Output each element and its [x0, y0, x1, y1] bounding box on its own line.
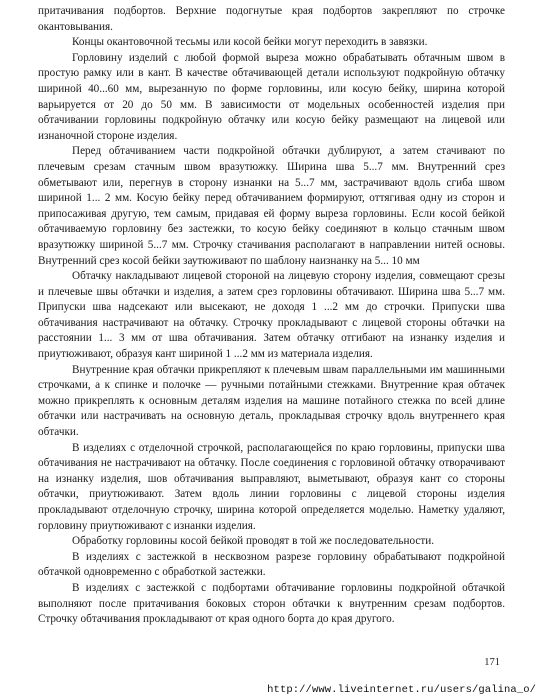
paragraph: Горловину изделий с любой формой выреза можно обрабатывать обтачным швом в простую рамку или в кант. В качестве обтачивающей детали используют подкройную обтачку шириной 40...60 мм, вырезанную по форме горловины, или косую бейку, ширина которой варьируется от 20 до 50 мм. В зависимости от модельных особенностей изделия при обтачивании горловины подкройную обтачку или косую бейку размещают на лицевой или изнаночной стороне изделия. [38, 51, 505, 142]
source-url-watermark: http://www.liveinternet.ru/users/galina_o/ [267, 684, 536, 696]
page-number: 171 [484, 657, 500, 668]
paragraph: В изделиях с застежкой с подбортами обтачивание горловины подкройной обтачкой выполняют после притачивания боковых сторон обтачки к внутренним срезам подбортов. Строчку обтачивания прокладывают от края одного борта до края другого. [38, 581, 505, 626]
paragraph: Обработку горловины косой бейкой проводят в той же последовательности. [72, 535, 435, 548]
paragraph: В изделиях с отделочной строчкой, располагающейся по краю горловины, припуски шва обтачивания не настрачивают на обтачку. После соединения с горловиной обтачку отворачивают на изнанку изделия, шов обтачивания выправляют, выметывают, образуя кант со стороны обтачки, приутюживают. Затем вдоль линии горловины с лицевой стороны изделия прокладывают отделочную строчку, ширина которой определяется моделью. Наметку удаляют, горловину приутюживают с изнанки изделия. [38, 441, 505, 532]
paragraph: Внутренние края обтачки прикрепляют к плечевым швам параллельными им машинными строчками, а к спинке и полочке — ручными потайными стежками. Внутренние края обтачек можно прикреплять к основным деталям изделия на машине потайного стежка по всей длине обтачки или настрачивать на основную деталь, прокладывая строчку вдоль внутреннего края обтачки. [38, 363, 505, 439]
paragraph: Перед обтачиванием части подкройной обтачки дублируют, а затем стачивают по плечевым срезам стачным швом вразутюжку. Ширина шва 5...7 мм. Внутренний срез обметывают или, перегнув в сторону изнанки на 5...7 мм, застрачивают вдоль сгиба швом шириной 1... 2 мм. Косую бейку перед обтачиванием формируют, оттягивая одну из сторон и припосаживая другую, тем самым, придавая ей форму выреза горловины. Если косой бейкой обтачиваемую горловину без застежки, то косую бейку соединяют в кольцо стачным швом вразутюжку шириной 5...7 мм. Строчку стачивания располагают в направлении нитей основы. Внутренний срез косой бейки заутюживают по шаблону наизнанку на 5... 10 мм [38, 145, 505, 267]
paragraph: В изделиях с застежкой в несквозном разрезе горловину обрабатывают подкройной обтачкой одновременно с обработкой застежки. [38, 550, 505, 579]
paragraph: притачивания подбортов. Верхние подогнутые края подбортов закрепляют по строчке окантовывания. [38, 5, 505, 33]
page-body-text [38, 4, 505, 628]
paragraph: Обтачку накладывают лицевой стороной на лицевую сторону изделия, совмещают срезы и плечевые швы обтачки и изделия, а затем срез горловины обтачивают. Ширина шва 5...7 мм. Припуски шва надсекают или высекают, не доходя 1 ...2 мм до строчки. Припуски шва обтачивания настрачивают на обтачку. Строчку прокладывают с лицевой стороны обтачки на расстоянии 1... 3 мм от шва обтачивания. Затем обтачку отгибают на изнанку изделия и приутюживают, образуя кант шириной 1 ...2 мм из материала изделия. [38, 270, 505, 361]
paragraph: Концы окантовочной тесьмы или косой бейки могут переходить в завязки. [72, 36, 428, 49]
